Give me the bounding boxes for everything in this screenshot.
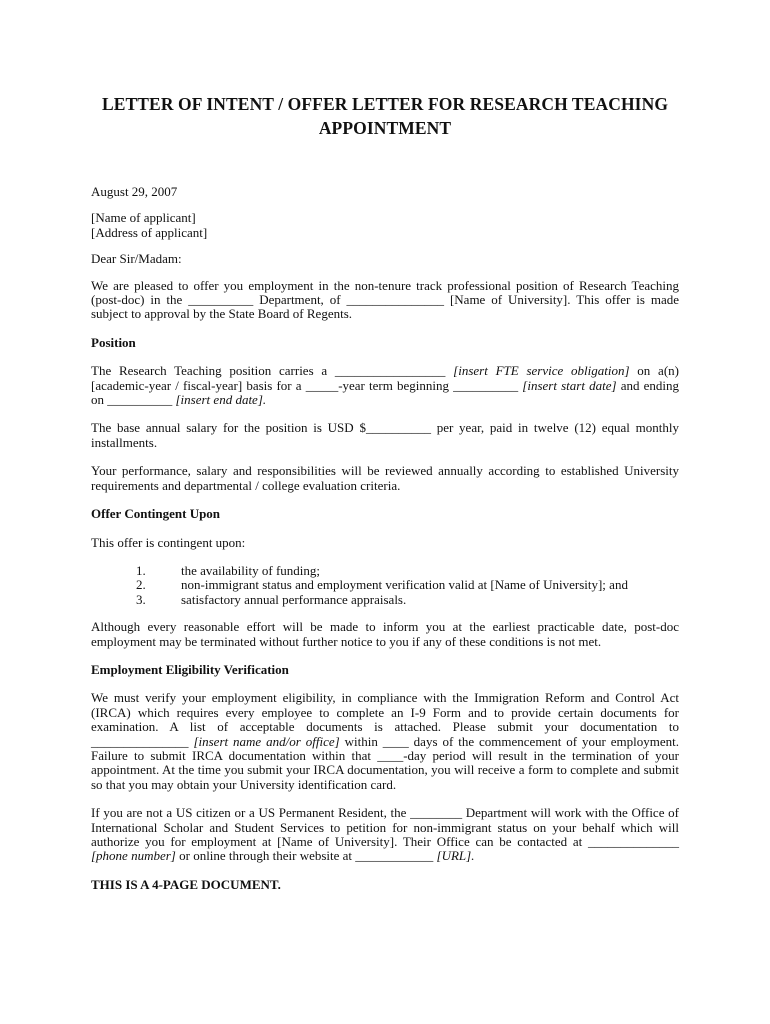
- contingency-list: [91, 564, 679, 607]
- text-segment: or online through their website at ____________: [175, 848, 437, 864]
- placeholder-phone: [phone number]: [91, 848, 176, 864]
- salary-paragraph: The base annual salary for the position is USD $__________ per year, paid in twelve (12) equal monthly installments.: [91, 420, 679, 450]
- contingent-intro: This offer is contingent upon:: [91, 534, 246, 550]
- document-page: [91, 92, 679, 892]
- placeholder-fte: [insert FTE service obligation]: [453, 363, 630, 379]
- contingent-closing: Although every reasonable effort will be made to inform you at the earliest practicable date, post-doc employment may be terminated without further notice to you if any of these conditions is not met.: [91, 619, 679, 649]
- applicant-address: [Address of applicant]: [91, 224, 208, 240]
- eligibility-paragraph-2: [91, 806, 679, 864]
- text-segment: on a(n) [academic-year / fiscal-year] basis for a _____-year term beginning __________: [91, 363, 679, 393]
- list-item: [91, 564, 679, 578]
- section-heading-contingent: Offer Contingent Upon: [91, 506, 221, 522]
- placeholder-url: [URL].: [436, 848, 475, 864]
- text-segment: If you are not a US citizen or a US Permanent Resident, the ________ Department will work with the Office of International Scholar and Student Services to petition for non-immigrant status on your behalf which will authorize you for employment at [Name of University]. Their Office can be contacted at ______________: [91, 805, 679, 849]
- list-text: the availability of funding;: [181, 562, 320, 578]
- text-segment: The Research Teaching position carries a _________________: [91, 363, 454, 379]
- list-text: non-immigrant status and employment verification valid at [Name of University]; and: [181, 577, 628, 593]
- page-count-note: THIS IS A 4-PAGE DOCUMENT.: [91, 876, 281, 892]
- section-heading-position: Position: [91, 334, 136, 350]
- placeholder-office: [insert name and/or office]: [193, 733, 340, 749]
- text-segment: and ending on __________: [91, 377, 679, 408]
- salutation: Dear Sir/Madam:: [91, 251, 182, 267]
- intro-paragraph: We are pleased to offer you employment in the non-tenure track professional position of Research Teaching (post-doc) in the __________ Department, of _______________ [Name of University]. This offer is made subject to approval by the State Board of Regents.: [91, 277, 679, 322]
- letter-date: August 29, 2007: [91, 184, 178, 199]
- list-number: 1.: [136, 562, 146, 578]
- list-text: satisfactory annual performance appraisals.: [181, 591, 407, 607]
- placeholder-start-date: [insert start date]: [522, 377, 617, 393]
- list-number: 3.: [136, 591, 146, 607]
- section-heading-eligibility: Employment Eligibility Verification: [91, 661, 289, 677]
- list-number: 2.: [136, 577, 146, 593]
- document-title: LETTER OF INTENT / OFFER LETTER FOR RESEARCH TEACHING APPOINTMENT: [101, 94, 669, 138]
- placeholder-end-date: [insert end date].: [175, 392, 267, 408]
- position-paragraph-1: [91, 364, 679, 407]
- text-segment: within ____ days of the commencement of your employment. Failure to submit IRCA documentation within that ____-day period will result in the termination of your appointment. At the time you submit your IRCA documentation, you will receive a form to complete and submit so that you may obtain your University identification card.: [91, 733, 680, 792]
- list-item: [91, 593, 679, 607]
- eligibility-paragraph-1: [91, 691, 679, 792]
- review-paragraph: Your performance, salary and responsibilities will be reviewed annually according to established University requirements and departmental / college evaluation criteria.: [91, 463, 679, 493]
- applicant-name: [Name of applicant]: [91, 210, 196, 226]
- text-segment: We must verify your employment eligibility, in compliance with the Immigration Reform and Control Act (IRCA) which requires every employee to complete an I-9 Form and to provide certain documents for examination. A list of acceptable documents is attached. Please submit your documentation to _______________: [91, 690, 679, 749]
- list-item: [91, 578, 679, 592]
